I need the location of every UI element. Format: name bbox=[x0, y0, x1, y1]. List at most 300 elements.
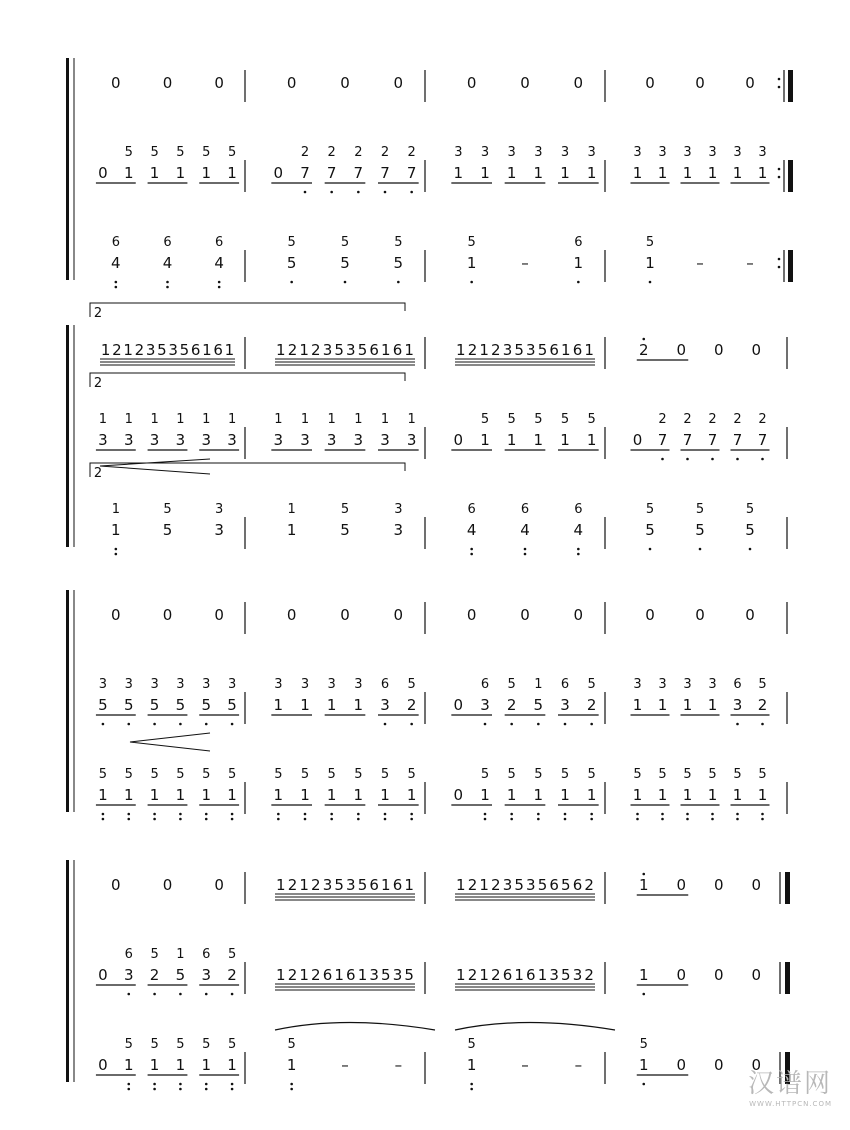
note-digit: 6 bbox=[346, 966, 356, 984]
low-octave-dot bbox=[686, 458, 689, 461]
chord-note: 5 bbox=[507, 412, 516, 427]
chord-note: 5 bbox=[340, 502, 350, 517]
note-digit: 0 bbox=[453, 696, 464, 714]
volta-bracket bbox=[90, 463, 405, 477]
note-digit: 6 bbox=[369, 341, 379, 359]
note-digit: 2 bbox=[287, 876, 298, 894]
note-digit: 0 bbox=[645, 74, 655, 92]
low-octave-dot bbox=[127, 723, 130, 726]
note-digit: 3 bbox=[201, 431, 212, 449]
low-octave-dot bbox=[410, 191, 413, 194]
low-octave-dot bbox=[537, 723, 540, 726]
note-digit: 6 bbox=[526, 966, 536, 984]
chord-note: 1 bbox=[300, 412, 310, 427]
note-digit: 3 bbox=[502, 341, 513, 359]
low-octave-dot bbox=[384, 818, 387, 821]
tie-arc bbox=[455, 1023, 615, 1031]
note-digit: 7 bbox=[707, 431, 718, 449]
note-digit: 1 bbox=[480, 431, 490, 449]
note-digit: 6 bbox=[322, 966, 333, 984]
chord-note: 5 bbox=[124, 1037, 133, 1052]
note-digit: 1 bbox=[586, 431, 597, 449]
chord-note: 5 bbox=[407, 767, 416, 782]
low-octave-dot bbox=[749, 548, 752, 551]
chord-note: 1 bbox=[354, 412, 363, 427]
chord-note: 5 bbox=[202, 767, 211, 782]
chord-note: 1 bbox=[380, 412, 390, 427]
note-digit: 0 bbox=[676, 876, 687, 894]
low-octave-dot bbox=[115, 548, 118, 551]
low-octave-dot bbox=[661, 458, 664, 461]
chord-note: 5 bbox=[227, 145, 237, 160]
chord-note: 1 bbox=[407, 412, 416, 427]
note-digit: 1 bbox=[506, 164, 517, 182]
note-digit: 1 bbox=[227, 164, 237, 182]
low-octave-dot bbox=[590, 723, 593, 726]
note-digit: 1 bbox=[299, 341, 309, 359]
note-digit: 3 bbox=[346, 341, 356, 359]
low-octave-dot bbox=[686, 818, 689, 821]
chord-note: 6 bbox=[163, 235, 172, 250]
note-digit: 3 bbox=[393, 521, 404, 539]
note-digit: 0 bbox=[162, 876, 173, 894]
note-digit: 1 bbox=[682, 164, 693, 182]
note-digit: 1 bbox=[286, 521, 297, 539]
low-octave-dot bbox=[636, 813, 639, 816]
low-octave-dot bbox=[179, 813, 182, 816]
note-digit: 2 bbox=[491, 341, 501, 359]
low-octave-dot bbox=[179, 1088, 182, 1091]
chord-note: 3 bbox=[454, 145, 463, 160]
low-octave-dot bbox=[577, 548, 580, 551]
low-octave-dot bbox=[510, 818, 513, 821]
note-digit: 0 bbox=[286, 606, 297, 624]
note-digit: 0 bbox=[393, 606, 404, 624]
chord-note: 5 bbox=[394, 235, 403, 250]
low-octave-dot bbox=[357, 818, 360, 821]
note-digit: 2 bbox=[491, 966, 501, 984]
note-digit: 6 bbox=[213, 341, 223, 359]
repeat-dot bbox=[778, 258, 781, 261]
note-digit: 1 bbox=[533, 786, 544, 804]
note-digit: 1 bbox=[657, 696, 668, 714]
low-octave-dot bbox=[304, 818, 307, 821]
low-octave-dot bbox=[736, 723, 739, 726]
note-digit: 3 bbox=[380, 431, 390, 449]
note-digit: 7 bbox=[682, 431, 693, 449]
note-digit: 5 bbox=[645, 521, 655, 539]
low-octave-dot bbox=[761, 813, 764, 816]
low-octave-dot bbox=[564, 723, 567, 726]
low-octave-dot bbox=[410, 723, 413, 726]
low-octave-dot bbox=[218, 281, 221, 284]
chord-note: 3 bbox=[124, 677, 133, 692]
low-octave-dot bbox=[205, 813, 208, 816]
note-digit: – bbox=[746, 254, 754, 272]
chord-note: 2 bbox=[658, 412, 667, 427]
chord-note: 5 bbox=[534, 767, 543, 782]
chord-note: 5 bbox=[124, 767, 133, 782]
note-digit: 0 bbox=[645, 606, 655, 624]
note-digit: – bbox=[521, 254, 529, 272]
low-octave-dot bbox=[761, 818, 764, 821]
high-octave-dot bbox=[642, 873, 645, 876]
chord-note: 3 bbox=[394, 502, 403, 517]
chord-note: 6 bbox=[124, 947, 133, 962]
note-digit: 1 bbox=[404, 341, 414, 359]
note-digit: 1 bbox=[632, 164, 643, 182]
note-digit: 1 bbox=[175, 164, 186, 182]
chord-note: 5 bbox=[758, 677, 767, 692]
note-digit: 0 bbox=[286, 74, 297, 92]
low-octave-dot bbox=[127, 1083, 130, 1086]
note-digit: 0 bbox=[745, 74, 755, 92]
low-octave-dot bbox=[736, 458, 739, 461]
note-digit: 1 bbox=[466, 1056, 477, 1074]
note-digit: 0 bbox=[695, 606, 705, 624]
note-digit: 1 bbox=[299, 966, 309, 984]
note-digit: 1 bbox=[453, 164, 464, 182]
note-digit: 4 bbox=[520, 521, 530, 539]
note-digit: 2 bbox=[311, 876, 321, 894]
chord-note: 3 bbox=[507, 145, 516, 160]
note-digit: 5 bbox=[286, 254, 297, 272]
note-digit: 7 bbox=[326, 164, 337, 182]
note-digit: 1 bbox=[479, 341, 489, 359]
low-octave-dot bbox=[153, 723, 156, 726]
low-octave-dot bbox=[127, 993, 130, 996]
high-octave-dot bbox=[642, 338, 645, 341]
note-digit: 1 bbox=[227, 1056, 237, 1074]
chord-note: 5 bbox=[480, 412, 490, 427]
chord-note: 3 bbox=[354, 677, 363, 692]
low-octave-dot bbox=[761, 458, 764, 461]
note-digit: 0 bbox=[573, 74, 584, 92]
note-digit: 5 bbox=[561, 966, 571, 984]
chord-note: 5 bbox=[124, 145, 133, 160]
chord-note: 2 bbox=[327, 145, 336, 160]
chord-note: 3 bbox=[327, 677, 336, 692]
low-octave-dot bbox=[736, 813, 739, 816]
note-digit: 5 bbox=[162, 521, 173, 539]
low-octave-dot bbox=[484, 813, 487, 816]
low-octave-dot bbox=[410, 818, 413, 821]
low-octave-dot bbox=[231, 723, 234, 726]
note-digit: 1 bbox=[586, 786, 597, 804]
low-octave-dot bbox=[590, 813, 593, 816]
note-digit: 2 bbox=[311, 966, 321, 984]
note-digit: 0 bbox=[98, 164, 108, 182]
chord-note: 1 bbox=[176, 947, 185, 962]
chord-note: 5 bbox=[534, 412, 543, 427]
low-octave-dot bbox=[524, 553, 527, 556]
note-digit: 1 bbox=[638, 1056, 649, 1074]
chord-note: 5 bbox=[407, 677, 416, 692]
note-digit: 5 bbox=[201, 696, 212, 714]
note-digit: 2 bbox=[112, 341, 122, 359]
note-digit: 3 bbox=[502, 876, 513, 894]
note-digit: 5 bbox=[537, 876, 548, 894]
note-digit: 1 bbox=[638, 966, 649, 984]
chord-note: 3 bbox=[150, 677, 159, 692]
note-digit: 6 bbox=[502, 966, 513, 984]
chord-note: 1 bbox=[111, 502, 120, 517]
note-digit: 5 bbox=[149, 696, 160, 714]
low-octave-dot bbox=[661, 818, 664, 821]
note-digit: 3 bbox=[380, 696, 390, 714]
note-digit: 0 bbox=[520, 606, 530, 624]
note-digit: 1 bbox=[201, 164, 212, 182]
volta-bracket bbox=[90, 373, 405, 387]
note-digit: 0 bbox=[98, 1056, 108, 1074]
note-digit: 4 bbox=[162, 254, 173, 272]
final-bar bbox=[788, 70, 793, 102]
low-octave-dot bbox=[510, 813, 513, 816]
note-digit: 1 bbox=[201, 1056, 212, 1074]
note-digit: 1 bbox=[406, 786, 417, 804]
chord-note: 3 bbox=[215, 502, 224, 517]
note-digit: 5 bbox=[334, 876, 344, 894]
low-octave-dot bbox=[484, 723, 487, 726]
note-digit: 1 bbox=[480, 164, 490, 182]
low-octave-dot bbox=[384, 813, 387, 816]
low-octave-dot bbox=[290, 1088, 293, 1091]
chord-note: 5 bbox=[202, 145, 211, 160]
low-octave-dot bbox=[153, 993, 156, 996]
tie-arc bbox=[275, 1023, 435, 1031]
low-octave-dot bbox=[711, 813, 714, 816]
note-digit: 1 bbox=[98, 786, 108, 804]
note-digit: 0 bbox=[466, 606, 477, 624]
low-octave-dot bbox=[102, 813, 105, 816]
note-digit: 1 bbox=[202, 341, 212, 359]
note-digit: 6 bbox=[572, 876, 583, 894]
note-digit: 2 bbox=[134, 341, 145, 359]
low-octave-dot bbox=[484, 818, 487, 821]
chord-note: 3 bbox=[587, 145, 596, 160]
note-digit: 2 bbox=[467, 341, 478, 359]
chord-note: 5 bbox=[658, 767, 667, 782]
chord-note: 5 bbox=[163, 502, 172, 517]
low-octave-dot bbox=[304, 813, 307, 816]
note-digit: 5 bbox=[393, 254, 404, 272]
chord-note: 5 bbox=[507, 767, 516, 782]
chord-note: 5 bbox=[560, 412, 570, 427]
low-octave-dot bbox=[470, 548, 473, 551]
chord-note: 2 bbox=[300, 145, 310, 160]
chord-note: 5 bbox=[683, 767, 692, 782]
chord-note: 1 bbox=[227, 412, 237, 427]
chord-note: 5 bbox=[227, 947, 237, 962]
note-digit: 1 bbox=[276, 966, 286, 984]
chord-note: 2 bbox=[683, 412, 692, 427]
note-digit: 3 bbox=[273, 431, 284, 449]
chord-note: 3 bbox=[708, 145, 717, 160]
note-digit: 5 bbox=[175, 966, 186, 984]
note-digit: 1 bbox=[480, 786, 490, 804]
low-octave-dot bbox=[166, 281, 169, 284]
note-digit: 6 bbox=[549, 341, 559, 359]
low-octave-dot bbox=[699, 548, 702, 551]
note-digit: 1 bbox=[353, 786, 364, 804]
low-octave-dot bbox=[649, 281, 652, 284]
note-digit: 5 bbox=[340, 521, 350, 539]
note-digit: 1 bbox=[506, 786, 517, 804]
chord-note: 5 bbox=[340, 235, 350, 250]
system-bracket bbox=[66, 860, 69, 1082]
low-octave-dot bbox=[179, 818, 182, 821]
chord-note: 5 bbox=[300, 767, 310, 782]
note-digit: – bbox=[341, 1056, 349, 1074]
watermark-url: WWW.HTTPCN.COM bbox=[749, 1100, 832, 1108]
note-digit: 3 bbox=[214, 521, 224, 539]
chord-note: 6 bbox=[560, 677, 570, 692]
note-digit: 0 bbox=[453, 431, 464, 449]
low-octave-dot bbox=[344, 281, 347, 284]
low-octave-dot bbox=[686, 813, 689, 816]
note-digit: 5 bbox=[357, 341, 368, 359]
chord-note: 3 bbox=[683, 677, 692, 692]
chord-note: 2 bbox=[380, 145, 390, 160]
chord-note: 2 bbox=[407, 145, 416, 160]
note-digit: 1 bbox=[506, 431, 517, 449]
chord-note: 5 bbox=[287, 1037, 296, 1052]
low-octave-dot bbox=[736, 818, 739, 821]
note-digit: 2 bbox=[149, 966, 160, 984]
note-digit: 0 bbox=[111, 876, 121, 894]
low-octave-dot bbox=[410, 813, 413, 816]
note-digit: 1 bbox=[300, 786, 310, 804]
low-octave-dot bbox=[564, 818, 567, 821]
chord-note: 3 bbox=[202, 677, 211, 692]
chord-note: 1 bbox=[287, 502, 296, 517]
chord-note: 3 bbox=[480, 145, 490, 160]
note-digit: 2 bbox=[287, 966, 298, 984]
system-4 bbox=[66, 860, 790, 1090]
system-3 bbox=[66, 590, 787, 820]
note-digit: 1 bbox=[201, 786, 212, 804]
note-digit: 1 bbox=[757, 786, 768, 804]
note-digit: 3 bbox=[145, 341, 156, 359]
low-octave-dot bbox=[470, 1088, 473, 1091]
chord-note: 5 bbox=[587, 767, 596, 782]
note-digit: 2 bbox=[506, 696, 517, 714]
note-digit: 2 bbox=[586, 696, 597, 714]
note-digit: 1 bbox=[479, 876, 489, 894]
note-digit: 2 bbox=[757, 696, 768, 714]
note-digit: 7 bbox=[380, 164, 390, 182]
note-digit: 1 bbox=[560, 786, 570, 804]
chord-note: 3 bbox=[560, 145, 570, 160]
low-octave-dot bbox=[330, 813, 333, 816]
note-digit: 3 bbox=[123, 431, 134, 449]
repeat-dot bbox=[778, 176, 781, 179]
chord-note: 5 bbox=[758, 767, 767, 782]
note-digit: 1 bbox=[732, 164, 743, 182]
note-digit: 1 bbox=[123, 164, 134, 182]
note-digit: 0 bbox=[393, 74, 404, 92]
note-digit: 7 bbox=[300, 164, 310, 182]
low-octave-dot bbox=[636, 818, 639, 821]
note-digit: 1 bbox=[149, 1056, 160, 1074]
low-octave-dot bbox=[231, 818, 234, 821]
chord-note: 5 bbox=[380, 767, 390, 782]
note-digit: 6 bbox=[392, 341, 403, 359]
note-digit: 4 bbox=[111, 254, 121, 272]
chord-note: 5 bbox=[227, 1037, 237, 1052]
note-digit: 1 bbox=[537, 966, 548, 984]
note-digit: 7 bbox=[732, 431, 743, 449]
note-digit: 1 bbox=[381, 341, 391, 359]
note-digit: 1 bbox=[479, 966, 489, 984]
low-octave-dot bbox=[330, 818, 333, 821]
note-digit: 1 bbox=[456, 341, 466, 359]
low-octave-dot bbox=[153, 813, 156, 816]
note-digit: 0 bbox=[713, 966, 724, 984]
chord-note: 5 bbox=[587, 677, 596, 692]
chord-note: 5 bbox=[745, 502, 755, 517]
note-digit: 0 bbox=[676, 341, 687, 359]
chord-note: 5 bbox=[176, 1037, 185, 1052]
note-digit: 1 bbox=[682, 786, 693, 804]
note-digit: 3 bbox=[98, 431, 108, 449]
low-octave-dot bbox=[384, 723, 387, 726]
note-digit: 0 bbox=[98, 966, 108, 984]
chord-note: 1 bbox=[327, 412, 336, 427]
chord-note: 5 bbox=[98, 767, 108, 782]
low-octave-dot bbox=[231, 813, 234, 816]
low-octave-dot bbox=[153, 818, 156, 821]
note-digit: 3 bbox=[227, 431, 237, 449]
note-digit: 4 bbox=[214, 254, 224, 272]
low-octave-dot bbox=[357, 191, 360, 194]
low-octave-dot bbox=[661, 813, 664, 816]
note-digit: 3 bbox=[549, 966, 559, 984]
note-digit: 6 bbox=[190, 341, 201, 359]
note-digit: 1 bbox=[584, 341, 594, 359]
low-octave-dot bbox=[470, 1083, 473, 1086]
chord-note: 3 bbox=[227, 677, 237, 692]
chord-note: 6 bbox=[380, 677, 390, 692]
chord-note: 5 bbox=[150, 947, 159, 962]
note-digit: 1 bbox=[175, 1056, 186, 1074]
note-digit: 0 bbox=[520, 74, 530, 92]
chord-note: 5 bbox=[327, 767, 336, 782]
note-digit: 5 bbox=[514, 876, 524, 894]
note-digit: 5 bbox=[157, 341, 167, 359]
note-digit: – bbox=[696, 254, 704, 272]
chord-note: 1 bbox=[98, 412, 108, 427]
note-digit: 3 bbox=[353, 431, 364, 449]
chord-note: 5 bbox=[150, 1037, 159, 1052]
low-octave-dot bbox=[179, 1083, 182, 1086]
note-digit: 3 bbox=[175, 431, 186, 449]
note-digit: – bbox=[521, 1056, 529, 1074]
note-digit: 2 bbox=[467, 876, 478, 894]
low-octave-dot bbox=[127, 818, 130, 821]
note-digit: 1 bbox=[276, 341, 286, 359]
low-octave-dot bbox=[205, 1083, 208, 1086]
note-digit: 1 bbox=[638, 876, 649, 894]
note-digit: 1 bbox=[682, 696, 693, 714]
volta-number: 2 bbox=[93, 466, 103, 481]
low-octave-dot bbox=[115, 286, 118, 289]
note-digit: 0 bbox=[340, 74, 350, 92]
note-digit: 5 bbox=[537, 341, 548, 359]
chord-note: 5 bbox=[176, 145, 185, 160]
note-digit: 2 bbox=[406, 696, 417, 714]
low-octave-dot bbox=[304, 191, 307, 194]
